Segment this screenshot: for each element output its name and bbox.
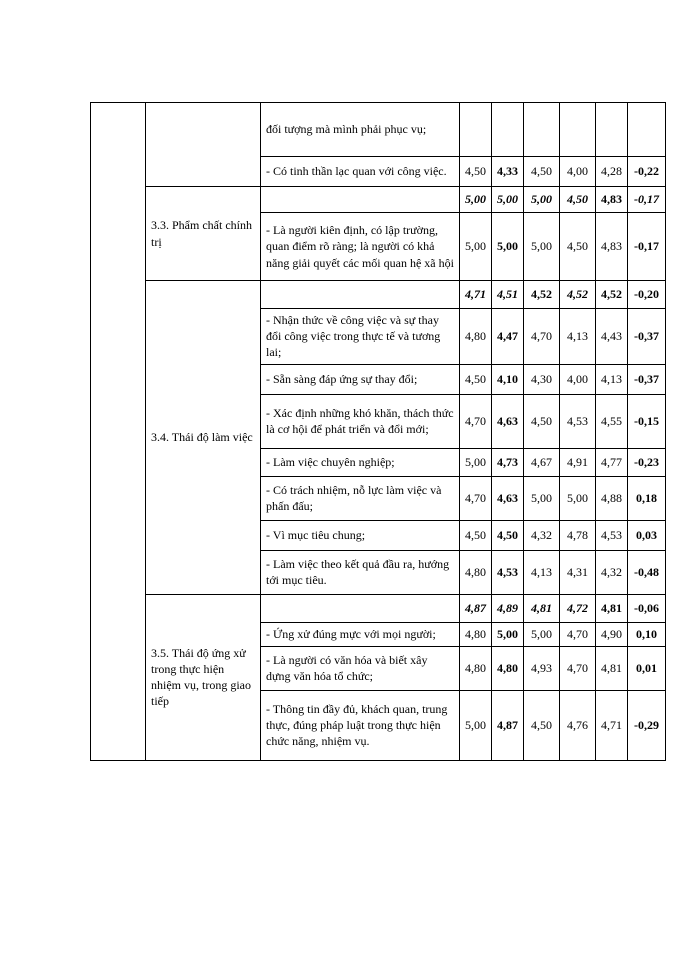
diff-cell: 0,10 — [628, 622, 666, 646]
value-cell: 4,70 — [560, 622, 596, 646]
value-cell: 4,50 — [560, 213, 596, 281]
value-cell: 4,70 — [524, 309, 560, 365]
value-cell: 4,28 — [596, 157, 628, 187]
value-cell: 4,31 — [560, 550, 596, 594]
value-cell: 5,00 — [524, 622, 560, 646]
value-cell: 4,50 — [524, 690, 560, 760]
value-cell: 4,70 — [460, 394, 492, 448]
value-cell: 4,13 — [524, 550, 560, 594]
diff-cell: -0,37 — [628, 309, 666, 365]
criterion-text: - Có tinh thần lạc quan với công việc. — [261, 157, 460, 187]
value-cell: 5,00 — [460, 448, 492, 476]
value-cell: 4,67 — [524, 448, 560, 476]
diff-cell: -0,48 — [628, 550, 666, 594]
value-cell: 4,77 — [596, 448, 628, 476]
value-cell: 4,50 — [492, 520, 524, 550]
criterion-text: - Là người kiên định, có lập trường, quan điểm rõ ràng; là người có khả năng giải quyết các mối quan hệ xã hội — [261, 213, 460, 281]
summary-value: 4,52 — [524, 281, 560, 309]
value-cell: 4,70 — [560, 646, 596, 690]
criterion-text: - Xác định những khó khăn, thách thức là cơ hội để phát triển và đổi mới; — [261, 394, 460, 448]
value-cell: 5,00 — [524, 476, 560, 520]
criterion-text: - Làm việc theo kết quả đầu ra, hướng tới mục tiêu. — [261, 550, 460, 594]
criterion-text: - Ứng xử đúng mực với mọi người; — [261, 622, 460, 646]
value-cell: 4,50 — [460, 364, 492, 394]
summary-value: 4,52 — [560, 281, 596, 309]
value-cell: 4,00 — [560, 364, 596, 394]
summary-value: 4,52 — [596, 281, 628, 309]
value-cell: 4,13 — [596, 364, 628, 394]
value-cell: 4,91 — [560, 448, 596, 476]
criterion-text: đối tượng mà mình phải phục vụ; — [261, 103, 460, 157]
value-cell: 5,00 — [560, 476, 596, 520]
value-cell: 4,88 — [596, 476, 628, 520]
value-cell: 4,10 — [492, 364, 524, 394]
value-cell: 4,80 — [460, 622, 492, 646]
diff-cell: -0,17 — [628, 213, 666, 281]
criterion-text: - Vì mục tiêu chung; — [261, 520, 460, 550]
value-cell: 4,50 — [460, 157, 492, 187]
value-cell: 4,50 — [524, 394, 560, 448]
criterion-text: - Nhận thức về công việc và sự thay đổi công việc trong thực tế và tương lai; — [261, 309, 460, 365]
value-cell: 4,80 — [460, 550, 492, 594]
value-cell: 4,43 — [596, 309, 628, 365]
summary-diff: -0,20 — [628, 281, 666, 309]
value-cell: 4,53 — [560, 394, 596, 448]
diff-cell: -0,37 — [628, 364, 666, 394]
summary-value: 5,00 — [460, 187, 492, 213]
summary-value: 5,00 — [524, 187, 560, 213]
diff-cell: -0,22 — [628, 157, 666, 187]
summary-value: 4,83 — [596, 187, 628, 213]
value-cell: 4,50 — [460, 520, 492, 550]
value-cell: 4,90 — [596, 622, 628, 646]
value-cell: 4,55 — [596, 394, 628, 448]
value-cell: 4,71 — [596, 690, 628, 760]
summary-value: 4,81 — [596, 594, 628, 622]
group-label-3-3: 3.3. Phẩm chất chính trị — [146, 187, 261, 281]
value-cell: 4,32 — [596, 550, 628, 594]
summary-value: 4,72 — [560, 594, 596, 622]
diff-cell: -0,29 — [628, 690, 666, 760]
summary-value: 4,89 — [492, 594, 524, 622]
value-cell: 4,80 — [460, 309, 492, 365]
summary-diff: -0,06 — [628, 594, 666, 622]
value-cell: 5,00 — [492, 213, 524, 281]
value-cell: 4,50 — [524, 157, 560, 187]
value-cell: 4,70 — [460, 476, 492, 520]
value-cell: 5,00 — [492, 622, 524, 646]
value-cell: 4,53 — [596, 520, 628, 550]
summary-value: 4,50 — [560, 187, 596, 213]
value-cell: 4,80 — [492, 646, 524, 690]
evaluation-table — [90, 102, 666, 761]
value-cell: 4,76 — [560, 690, 596, 760]
value-cell: 4,80 — [460, 646, 492, 690]
value-cell: 4,63 — [492, 394, 524, 448]
group-label-3-5: 3.5. Thái độ ứng xử trong thực hiện nhiệm vụ, trong giao tiếp — [146, 594, 261, 760]
category-cell-continued — [146, 103, 261, 187]
value-cell: 4,00 — [560, 157, 596, 187]
criterion-text: - Làm việc chuyên nghiệp; — [261, 448, 460, 476]
summary-diff: -0,17 — [628, 187, 666, 213]
group-summary-row — [91, 594, 666, 622]
criterion-text: - Sẵn sàng đáp ứng sự thay đổi; — [261, 364, 460, 394]
diff-cell: -0,23 — [628, 448, 666, 476]
value-cell: 4,87 — [492, 690, 524, 760]
summary-value: 4,81 — [524, 594, 560, 622]
summary-value: 4,51 — [492, 281, 524, 309]
summary-value: 4,87 — [460, 594, 492, 622]
value-cell: 4,13 — [560, 309, 596, 365]
value-cell: 4,73 — [492, 448, 524, 476]
value-cell: 4,30 — [524, 364, 560, 394]
value-cell: 4,53 — [492, 550, 524, 594]
outer-category-cell — [91, 103, 146, 761]
group-label-3-4: 3.4. Thái độ làm việc — [146, 281, 261, 595]
value-cell: 4,93 — [524, 646, 560, 690]
criterion-text: - Có trách nhiệm, nỗ lực làm việc và phấn đấu; — [261, 476, 460, 520]
criterion-text: - Là người có văn hóa và biết xây dựng văn hóa tổ chức; — [261, 646, 460, 690]
criterion-text: - Thông tin đầy đủ, khách quan, trung thực, đúng pháp luật trong thực hiện chức năng, nhiệm vụ. — [261, 690, 460, 760]
value-cell: 4,63 — [492, 476, 524, 520]
group-summary-row — [91, 281, 666, 309]
value-cell: 4,81 — [596, 646, 628, 690]
table-row — [91, 103, 666, 157]
diff-cell: -0,15 — [628, 394, 666, 448]
value-cell: 4,83 — [596, 213, 628, 281]
value-cell: 4,33 — [492, 157, 524, 187]
summary-value: 5,00 — [492, 187, 524, 213]
summary-value: 4,71 — [460, 281, 492, 309]
diff-cell: 0,18 — [628, 476, 666, 520]
value-cell: 5,00 — [524, 213, 560, 281]
value-cell: 5,00 — [460, 213, 492, 281]
value-cell: 4,32 — [524, 520, 560, 550]
diff-cell: 0,03 — [628, 520, 666, 550]
value-cell: 4,47 — [492, 309, 524, 365]
value-cell: 4,78 — [560, 520, 596, 550]
value-cell: 5,00 — [460, 690, 492, 760]
diff-cell: 0,01 — [628, 646, 666, 690]
group-summary-row — [91, 187, 666, 213]
